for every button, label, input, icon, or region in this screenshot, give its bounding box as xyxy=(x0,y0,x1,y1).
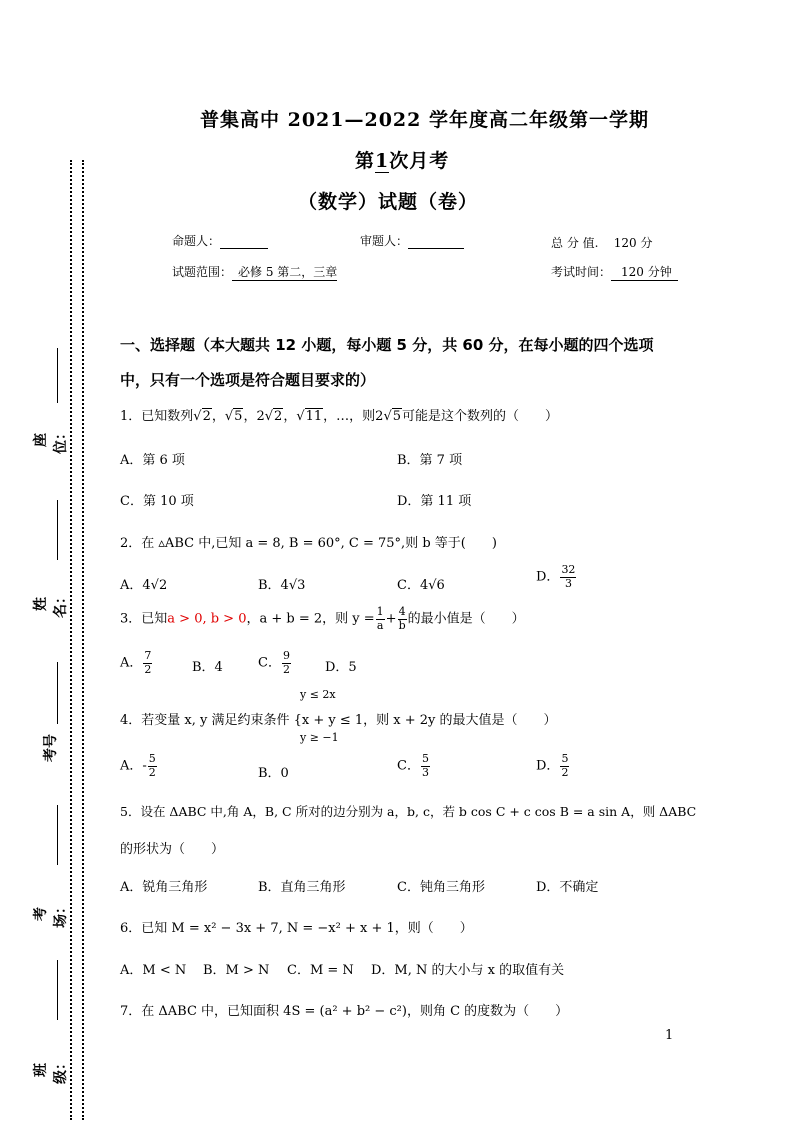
question-1: 1．已知数列√2，√5，2√2，√11，…，则2√5可能是这个数列的（ ） xyxy=(120,409,559,424)
time-field xyxy=(551,263,678,281)
q4-constraint-top: y ≤ 2x xyxy=(300,688,336,701)
q4-option-d[interactable]: D． $\frac{5}{2}$ xyxy=(536,752,569,779)
total-field xyxy=(551,234,652,251)
q3-condition: a > 0, b > 0 xyxy=(167,611,247,627)
q5-option-d[interactable]: D．不确定 xyxy=(536,880,599,895)
exam-number: 1 xyxy=(375,150,390,172)
question-7: 7．在 ΔABC 中，已知面积 4S = (a² + b² − c²)，则角 C 的度数为（ ） xyxy=(120,1004,569,1019)
class-underline xyxy=(57,960,58,1020)
question-4: 4．若变量 x, y 满足约束条件 {x + y ≤ 1，则 x + 2y 的最大值是（ ） xyxy=(120,713,557,728)
page-number: 1 xyxy=(665,1028,674,1043)
scope-value: 必修 5 第二，三章 xyxy=(232,263,337,281)
section-heading-line2: 中，只有一个选项是符合题目要求的） xyxy=(120,371,376,389)
binding-dotted-line xyxy=(70,160,72,1120)
q3-option-d[interactable]: D．5 xyxy=(325,660,357,675)
q4-constraint-bottom: y ≥ −1 xyxy=(300,731,339,744)
question-6: 6．已知 M = x² − 3x + 7, N = −x² + x + 1，则（ ） xyxy=(120,921,473,936)
name-underline xyxy=(57,500,58,560)
q1-option-a[interactable]: A．第 6 项 xyxy=(120,453,185,468)
exam-title-line3: （数学）试题（卷） xyxy=(298,191,479,213)
class-label: 班级： xyxy=(33,1056,69,1084)
exam-no-label: 考号 xyxy=(43,734,59,762)
q2-option-b[interactable]: B．4√3 xyxy=(258,578,306,593)
time-value: 120 分钟 xyxy=(611,263,678,281)
setter-field xyxy=(172,232,268,249)
q3-option-c[interactable]: C． $\frac{9}{2}$ xyxy=(258,649,290,676)
exam-title-line2 xyxy=(355,146,449,173)
name-label: 姓名： xyxy=(33,590,69,618)
q6-option-a[interactable]: A．M < N xyxy=(120,963,187,978)
question-2: 2．在 ▵ABC 中,已知 a = 8, B = 60°, C = 75°,则 b 等于( ) xyxy=(120,536,497,551)
setter-label: 命题人： xyxy=(172,234,221,248)
exam-no-underline xyxy=(57,662,58,724)
q2-option-c[interactable]: C．4√6 xyxy=(397,578,445,593)
q1-option-c[interactable]: C．第 10 项 xyxy=(120,494,194,509)
exam-title-line1: 普集高中 2021—2022 学年度高二年级第一学期 xyxy=(200,109,649,131)
q2-option-a[interactable]: A．4√2 xyxy=(120,578,168,593)
reviewer-label: 审题人： xyxy=(360,234,409,248)
q6-option-b[interactable]: B．M > N xyxy=(203,963,270,978)
q2-d-fraction: $\frac{32}{3}$ xyxy=(561,563,576,590)
time-label: 考试时间： xyxy=(551,265,612,279)
scope-field xyxy=(172,263,337,281)
q5-option-c[interactable]: C．钝角三角形 xyxy=(397,880,485,895)
q4-option-b[interactable]: B．0 xyxy=(258,766,289,781)
q6-option-c[interactable]: C．M = N xyxy=(287,963,354,978)
room-label: 考场： xyxy=(33,900,69,928)
reviewer-blank xyxy=(408,234,464,249)
exam-title-pre: 第 xyxy=(355,150,376,172)
total-label: 总 分 值. xyxy=(551,236,599,250)
room-underline xyxy=(57,805,58,865)
q5-option-b[interactable]: B．直角三角形 xyxy=(258,880,346,895)
q1-option-b[interactable]: B．第 7 项 xyxy=(397,453,463,468)
question-5-line1: 5．设在 ΔABC 中,角 A，B, C 所对的边分别为 a，b, c，若 b cos C + c cos B = a sin A，则 ΔABC xyxy=(120,804,697,819)
q1-option-d[interactable]: D．第 11 项 xyxy=(397,494,472,509)
q5-option-a[interactable]: A．锐角三角形 xyxy=(120,880,208,895)
question-3: 3．已知a > 0, b > 0，a + b = 2，则 y = $\frac{1}{a}$ + $\frac{4}{b}$ 的最小值是（ ） xyxy=(120,605,525,632)
setter-blank xyxy=(220,234,268,249)
question-5-line2: 的形状为（ ） xyxy=(120,842,225,857)
seat-underline xyxy=(57,348,58,403)
q3-option-b[interactable]: B．4 xyxy=(192,660,223,675)
q4-option-c[interactable]: C． $\frac{5}{3}$ xyxy=(397,752,429,779)
exam-title-post: 次月考 xyxy=(389,150,450,172)
q3-option-a[interactable]: A． $\frac{7}{2}$ xyxy=(120,649,152,676)
q6-option-d[interactable]: D．M, N 的大小与 x 的取值有关 xyxy=(371,963,565,978)
seat-label: 座位： xyxy=(33,426,69,454)
q4-option-a[interactable]: A．- $\frac{5}{2}$ xyxy=(120,752,156,779)
section-heading-line1: 一、选择题（本大题共 12 小题，每小题 5 分，共 60 分，在每小题的四个选项 xyxy=(120,336,654,354)
q2-option-d[interactable]: D． $\frac{32}{3}$ xyxy=(536,563,576,590)
scope-label: 试题范围： xyxy=(172,265,233,279)
total-value: 120 分 xyxy=(613,236,653,250)
binding-dotted-line-2 xyxy=(82,160,84,1120)
reviewer-field xyxy=(360,232,464,249)
